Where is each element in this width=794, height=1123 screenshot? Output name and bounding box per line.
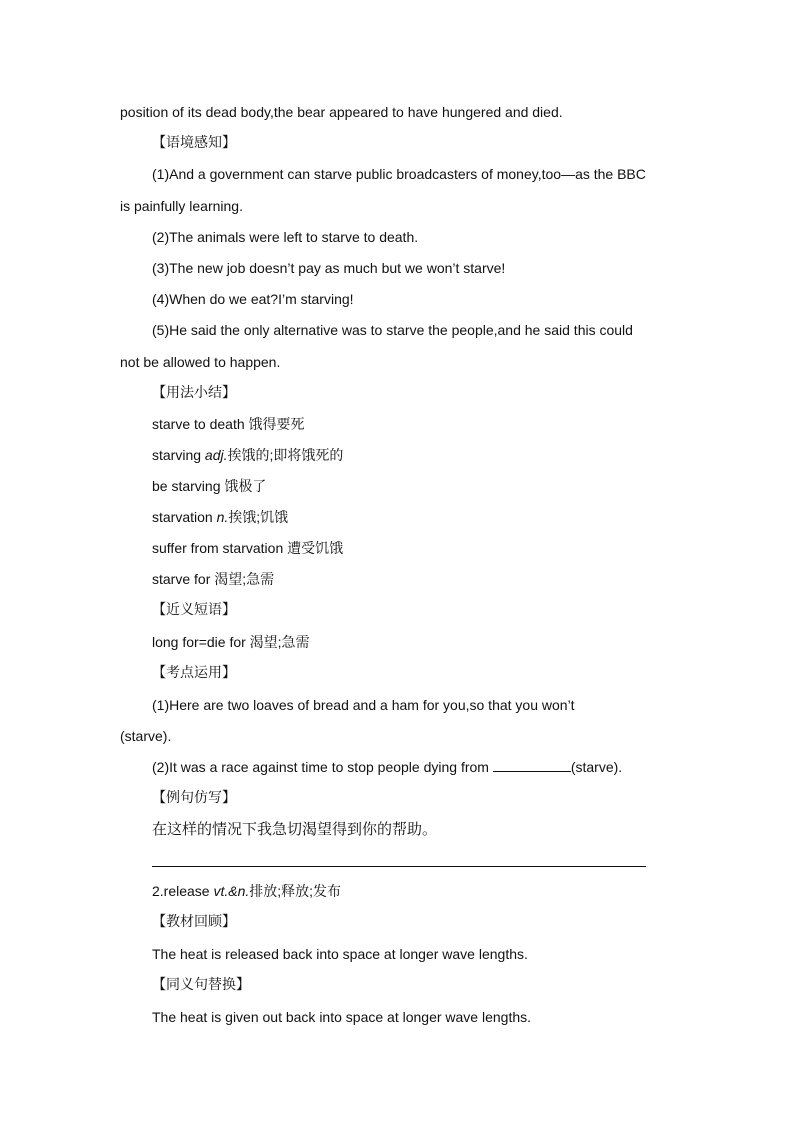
part-of-speech: n. bbox=[216, 509, 229, 525]
usage-item bbox=[152, 507, 288, 527]
exercise-hint: (starve). bbox=[570, 759, 623, 775]
part-of-speech: vt.&n. bbox=[213, 883, 250, 899]
example-sentence-1-cont: is painfully learning. bbox=[120, 198, 243, 214]
section-heading-synonym: 【近义短语】 bbox=[152, 602, 236, 618]
section-heading-same: 【同义句替换】 bbox=[152, 977, 250, 993]
paragraph-line: position of its dead body,the bear appeared to have hungered and died. bbox=[120, 104, 563, 120]
section-heading-usage: 【用法小结】 bbox=[152, 385, 236, 401]
usage-term: starving bbox=[152, 447, 205, 463]
usage-term: starvation bbox=[152, 509, 217, 525]
translation-prompt: 在这样的情况下我急切渴望得到你的帮助。 bbox=[152, 820, 438, 838]
usage-item bbox=[152, 445, 343, 465]
usage-item: starve for 渴望;急需 bbox=[152, 571, 275, 587]
section-heading-context: 【语境感知】 bbox=[152, 135, 236, 151]
usage-item: be starving 饿极了 bbox=[152, 478, 267, 494]
part-of-speech: adj. bbox=[204, 447, 228, 463]
fill-in-blank[interactable] bbox=[493, 757, 571, 772]
example-sentence-3: (3)The new job doesn’t pay as much but we won’t starve! bbox=[152, 260, 506, 276]
vocab-word: 2.release bbox=[152, 883, 214, 899]
example-sentence-4: (4)When do we eat?I’m starving! bbox=[152, 291, 354, 307]
section-heading-imitate: 【例句仿写】 bbox=[152, 790, 236, 806]
example-sentence-5: (5)He said the only alternative was to starve the people,and he said this could bbox=[152, 322, 633, 338]
section-heading-text: 【教材回顾】 bbox=[152, 914, 236, 930]
usage-meaning: 挨饿的;即将饿死的 bbox=[227, 447, 344, 463]
example-sentence-2: (2)The animals were left to starve to death. bbox=[152, 229, 419, 245]
usage-item: starve to death 饿得要死 bbox=[152, 416, 305, 432]
textbook-sentence: The heat is released back into space at longer wave lengths. bbox=[152, 946, 528, 962]
example-sentence-1: (1)And a government can starve public broadcasters of money,too—as the BBC bbox=[152, 166, 646, 182]
synonym-phrase: long for=die for 渴望;急需 bbox=[152, 634, 310, 650]
exercise-1-cont: (starve). bbox=[120, 728, 172, 744]
usage-item: suffer from starvation 遭受饥饿 bbox=[152, 540, 344, 556]
answer-line[interactable] bbox=[152, 866, 646, 867]
vocab-meaning: 排放;释放;发布 bbox=[249, 883, 342, 899]
synonym-sentence: The heat is given out back into space at longer wave lengths. bbox=[152, 1009, 532, 1025]
vocab-entry-release bbox=[152, 881, 341, 901]
exercise-1: (1)Here are two loaves of bread and a ham for you,so that you won’t bbox=[152, 697, 575, 713]
example-sentence-5-cont: not be allowed to happen. bbox=[120, 354, 281, 370]
usage-meaning: 挨饿;饥饿 bbox=[228, 509, 289, 525]
exercise-text: (2)It was a race against time to stop people dying from bbox=[152, 759, 493, 775]
exercise-2 bbox=[152, 757, 622, 777]
section-heading-apply: 【考点运用】 bbox=[152, 665, 236, 681]
